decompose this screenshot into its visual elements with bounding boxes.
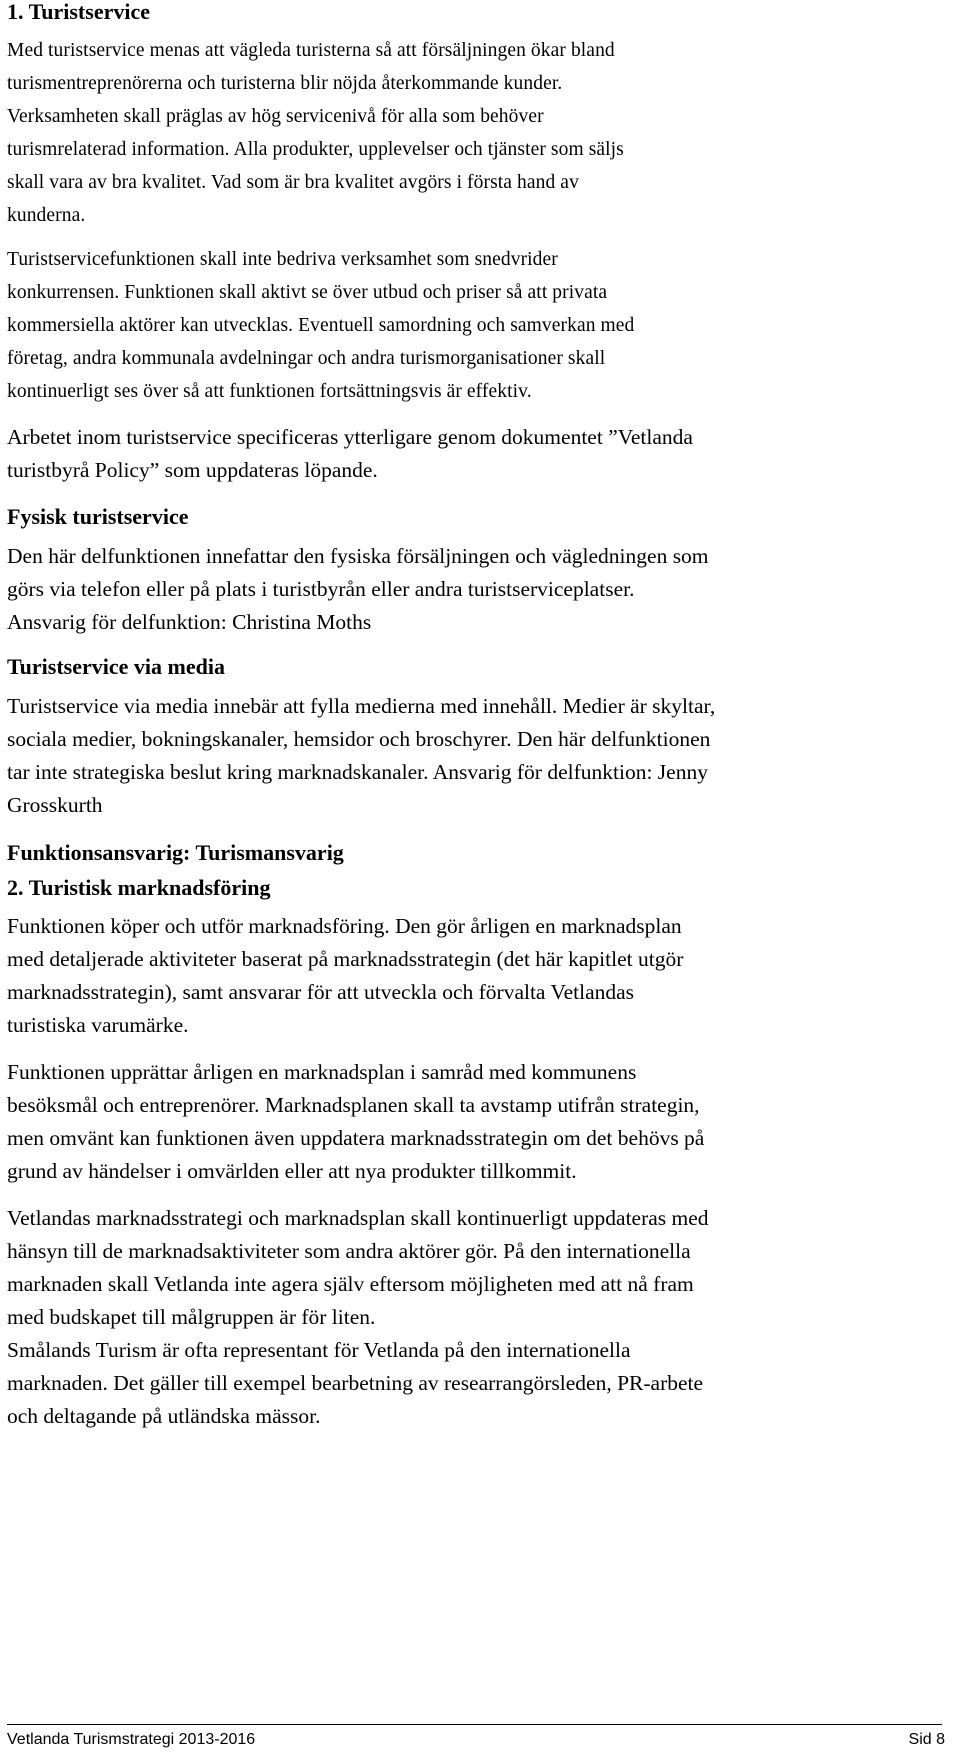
- text-line: turistbyrå Policy” som uppdateras löpande.: [7, 458, 378, 482]
- section-2-heading: 2. Turistisk marknadsföring: [7, 875, 271, 900]
- text-line: turistiska varumärke.: [7, 1013, 189, 1037]
- text-line: Vetlandas marknadsstrategi och marknadsplan skall kontinuerligt uppdateras med: [7, 1206, 709, 1230]
- text-line: Funktionen upprättar årligen en marknadsplan i samråd med kommunens: [7, 1060, 637, 1084]
- section-1-paragraph-2: [7, 243, 942, 408]
- funktionsansvarig-heading: Funktionsansvarig: Turismansvarig: [7, 840, 344, 865]
- text-line: Den här delfunktionen innefattar den fysiska försäljningen och vägledningen som: [7, 544, 709, 568]
- text-line: Smålands Turism är ofta representant för Vetlanda på den internationella: [7, 1338, 631, 1362]
- text-line: skall vara av bra kvalitet. Vad som är bra kvalitet avgörs i första hand av: [7, 172, 579, 193]
- text-line: sociala medier, bokningskanaler, hemsidor och broschyrer. Den här delfunktionen: [7, 727, 711, 751]
- text-line: men omvänt kan funktionen även uppdatera marknadsstrategin om det behövs på: [7, 1126, 705, 1150]
- section-1-paragraph-3: [7, 421, 942, 487]
- text-line: grund av händelser i omvärlden eller att nya produkter tillkommit.: [7, 1159, 577, 1183]
- text-line: görs via telefon eller på plats i turistbyrån eller andra turistserviceplatser.: [7, 577, 635, 601]
- text-line: Turistservicefunktionen skall inte bedriva verksamhet som snedvrider: [7, 249, 558, 270]
- text-line: kommersiella aktörer kan utvecklas. Eventuell samordning och samverkan med: [7, 315, 635, 336]
- section-2-paragraph-3: [7, 1202, 942, 1433]
- text-line: marknaden. Det gäller till exempel bearbetning av researrangörsleden, PR-arbete: [7, 1371, 704, 1395]
- turistservice-via-media-heading: Turistservice via media: [7, 654, 225, 679]
- section-2-paragraph-2: [7, 1056, 942, 1188]
- section-1-heading: 1. Turistservice: [7, 0, 150, 24]
- text-line: turismentreprenörerna och turisterna blir nöjda återkommande kunder.: [7, 73, 563, 94]
- text-line: tar inte strategiska beslut kring marknadskanaler. Ansvarig för delfunktion: Jenny: [7, 760, 708, 784]
- footer-divider: [7, 1724, 942, 1725]
- text-line: Ansvarig för delfunktion: Christina Moths: [7, 610, 372, 634]
- text-line: marknadsstrategin), samt ansvarar för att utveckla och förvalta Vetlandas: [7, 980, 635, 1004]
- text-line: hänsyn till de marknadsaktiviteter som andra aktörer gör. På den internationella: [7, 1239, 691, 1263]
- text-line: Turistservice via media innebär att fylla medierna med innehåll. Medier är skyltar,: [7, 694, 716, 718]
- fysisk-turistservice-paragraph: [7, 540, 942, 639]
- text-line: besöksmål och entreprenörer. Marknadsplanen skall ta avstamp utifrån strategin,: [7, 1093, 700, 1117]
- footer-document-title: Vetlanda Turismstrategi 2013-2016: [7, 1731, 256, 1748]
- fysisk-turistservice-heading: Fysisk turistservice: [7, 504, 189, 529]
- turistservice-via-media-paragraph: [7, 690, 942, 822]
- text-line: och deltagande på utländska mässor.: [7, 1404, 321, 1428]
- section-1-paragraph-1: [7, 34, 942, 232]
- text-line: Med turistservice menas att vägleda turisterna så att försäljningen ökar bland: [7, 40, 615, 61]
- text-line: med budskapet till målgruppen är för liten.: [7, 1305, 376, 1329]
- text-line: Grosskurth: [7, 793, 103, 817]
- text-line: med detaljerade aktiviteter baserat på marknadsstrategin (det här kapitlet utgör: [7, 947, 684, 971]
- footer-page-number: Sid 8: [908, 1731, 945, 1748]
- text-line: Arbetet inom turistservice specificeras ytterligare genom dokumentet ”Vetlanda: [7, 425, 693, 449]
- text-line: Verksamheten skall präglas av hög servicenivå för alla som behöver: [7, 106, 544, 127]
- text-line: Funktionen köper och utför marknadsföring. Den gör årligen en marknadsplan: [7, 914, 682, 938]
- text-line: marknaden skall Vetlanda inte agera själv eftersom möjligheten med att nå fram: [7, 1272, 694, 1296]
- text-line: konkurrensen. Funktionen skall aktivt se över utbud och priser så att privata: [7, 282, 608, 303]
- text-line: kontinuerligt ses över så att funktionen fortsättningsvis är effektiv.: [7, 381, 532, 402]
- text-line: företag, andra kommunala avdelningar och andra turismorganisationer skall: [7, 348, 606, 369]
- section-2-paragraph-1: [7, 910, 942, 1042]
- text-line: kunderna.: [7, 205, 86, 226]
- text-line: turismrelaterad information. Alla produkter, upplevelser och tjänster som säljs: [7, 139, 624, 160]
